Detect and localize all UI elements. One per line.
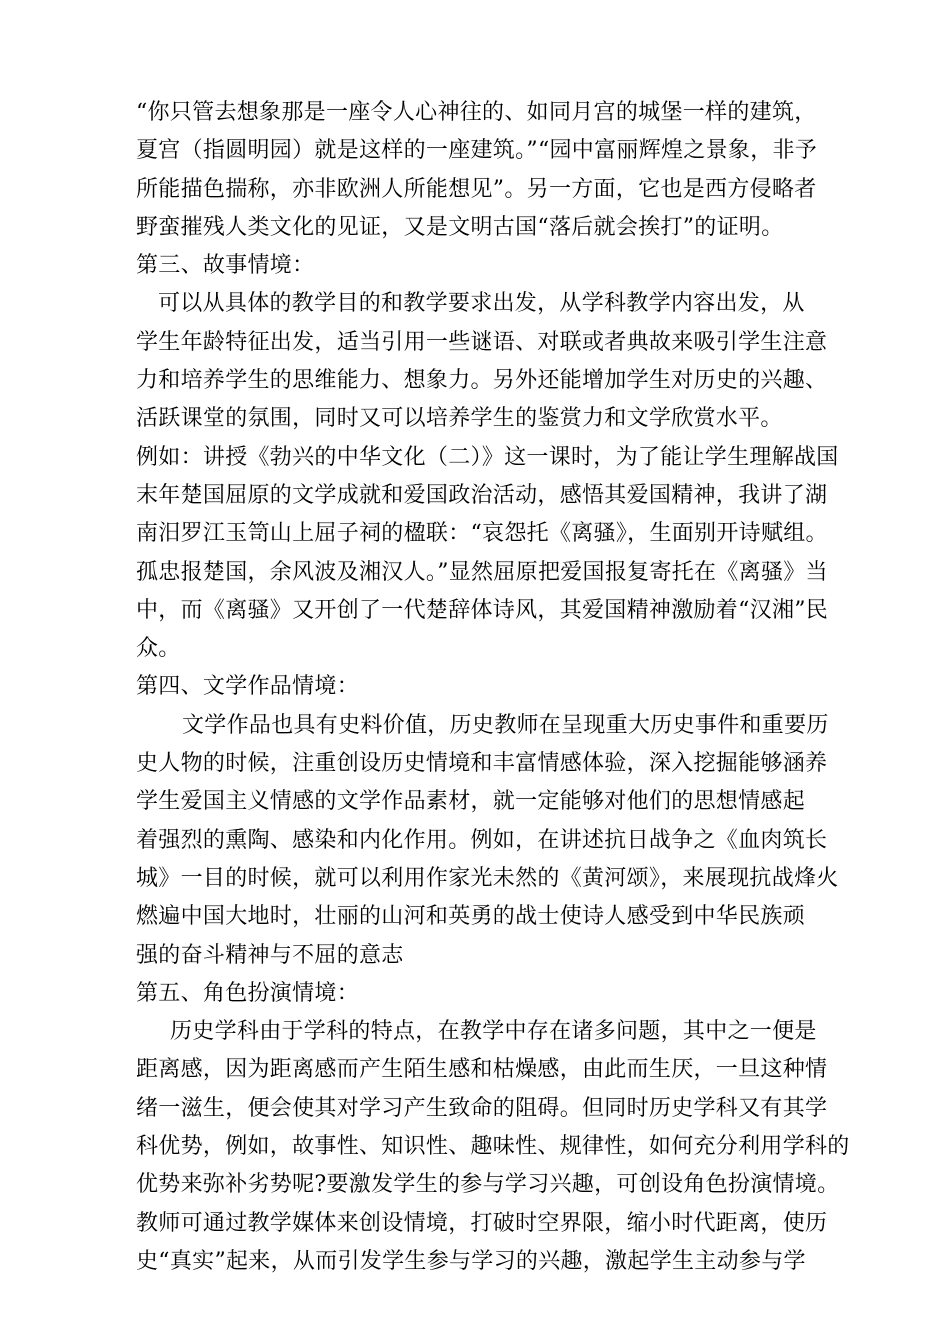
text-line: 力和培养学生的思维能力、想象力。另外还能增加学生对历史的兴趣、 — [136, 368, 828, 394]
text-line: 可以从具体的教学目的和教学要求出发，从学科教学内容出发，从 — [158, 291, 805, 317]
text-line: 优势来弥补劣势呢?要激发学生的参与学习兴趣，可创设角色扮演情境。 — [136, 1172, 840, 1198]
text-line: 绪一滋生，便会使其对学习产生致命的阻碍。但同时历史学科又有其学 — [136, 1095, 828, 1121]
text-line: 学生爱国主义情感的文学作品素材，就一定能够对他们的思想情感起 — [136, 789, 806, 815]
text-line: 着强烈的熏陶、感染和内化作用。例如，在讲述抗日战争之《血肉筑长 — [136, 827, 828, 853]
text-line: 史人物的时候，注重创设历史情境和丰富情感体验，深入挖掘能够涵养 — [136, 751, 828, 777]
text-line: 城》一目的时候，就可以利用作家光未然的《黄河颂》，来展现抗战烽火 — [136, 865, 839, 891]
text-line: 教师可通过教学媒体来创设情境，打破时空界限，缩小时代距离，使历 — [136, 1210, 828, 1236]
text-line: 孤忠报楚国，余风波及湘汉人。”显然屈原把爱国报复寄托在《离骚》当 — [136, 559, 828, 585]
body-text — [136, 94, 850, 1281]
text-line: 野蛮摧残人类文化的见证，又是文明古国“落后就会挨打”的证明。 — [136, 214, 784, 240]
text-line: 文学作品也具有史料价值，历史教师在呈现重大历史事件和重要历 — [182, 712, 829, 738]
text-line: 距离感，因为距离感而产生陌生感和枯燥感，由此而生厌，一旦这种情 — [136, 1057, 828, 1083]
text-line: 学生年龄特征出发，适当引用一些谜语、对联或者典故来吸引学生注意 — [136, 329, 828, 355]
text-line: 例如：讲授《勃兴的中华文化（二）》这一课时，为了能让学生理解战国 — [136, 444, 839, 470]
text-line: “你只管去想象那是一座令人心神往的、如同月宫的城堡一样的建筑， — [136, 100, 817, 125]
text-line: 强的奋斗精神与不屈的意志 — [136, 942, 404, 968]
text-line: 科优势，例如，故事性、知识性、趣味性、规律性，如何充分利用学科的 — [136, 1134, 850, 1160]
text-line: 史“真实”起来，从而引发学生参与学习的兴趣，激起学生主动参与学 — [136, 1248, 806, 1274]
section-heading-four: 第四、文学作品情境： — [136, 674, 360, 700]
section-heading-five: 第五、角色扮演情境： — [136, 980, 360, 1006]
text-line: 南汨罗江玉笥山上屈子祠的楹联：“哀怨托《离骚》，生面别开诗赋组。 — [136, 521, 828, 547]
text-line: 历史学科由于学科的特点，在教学中存在诸多问题，其中之一便是 — [170, 1019, 817, 1045]
text-line: 中，而《离骚》又开创了一代楚辞体诗风，其爱国精神激励着“汉湘”民 — [136, 597, 829, 623]
text-line: 众。 — [136, 636, 181, 662]
text-line: 燃遍中国大地时，壮丽的山河和英勇的战士使诗人感受到中华民族顽 — [136, 904, 806, 930]
text-line: 夏宫（指圆明园）就是这样的一座建筑。”“园中富丽辉煌之景象，非予 — [136, 138, 818, 164]
text-line: 所能描色揣称，亦非欧洲人所能想见”。另一方面，它也是西方侵略者 — [136, 176, 817, 202]
text-line: 活跃课堂的氛围，同时又可以培养学生的鉴赏力和文学欣赏水平。 — [136, 406, 783, 432]
text-line: 末年楚国屈原的文学成就和爱国政治活动，感悟其爱国精神，我讲了湖 — [136, 482, 828, 508]
section-heading-three: 第三、故事情境： — [136, 253, 315, 279]
